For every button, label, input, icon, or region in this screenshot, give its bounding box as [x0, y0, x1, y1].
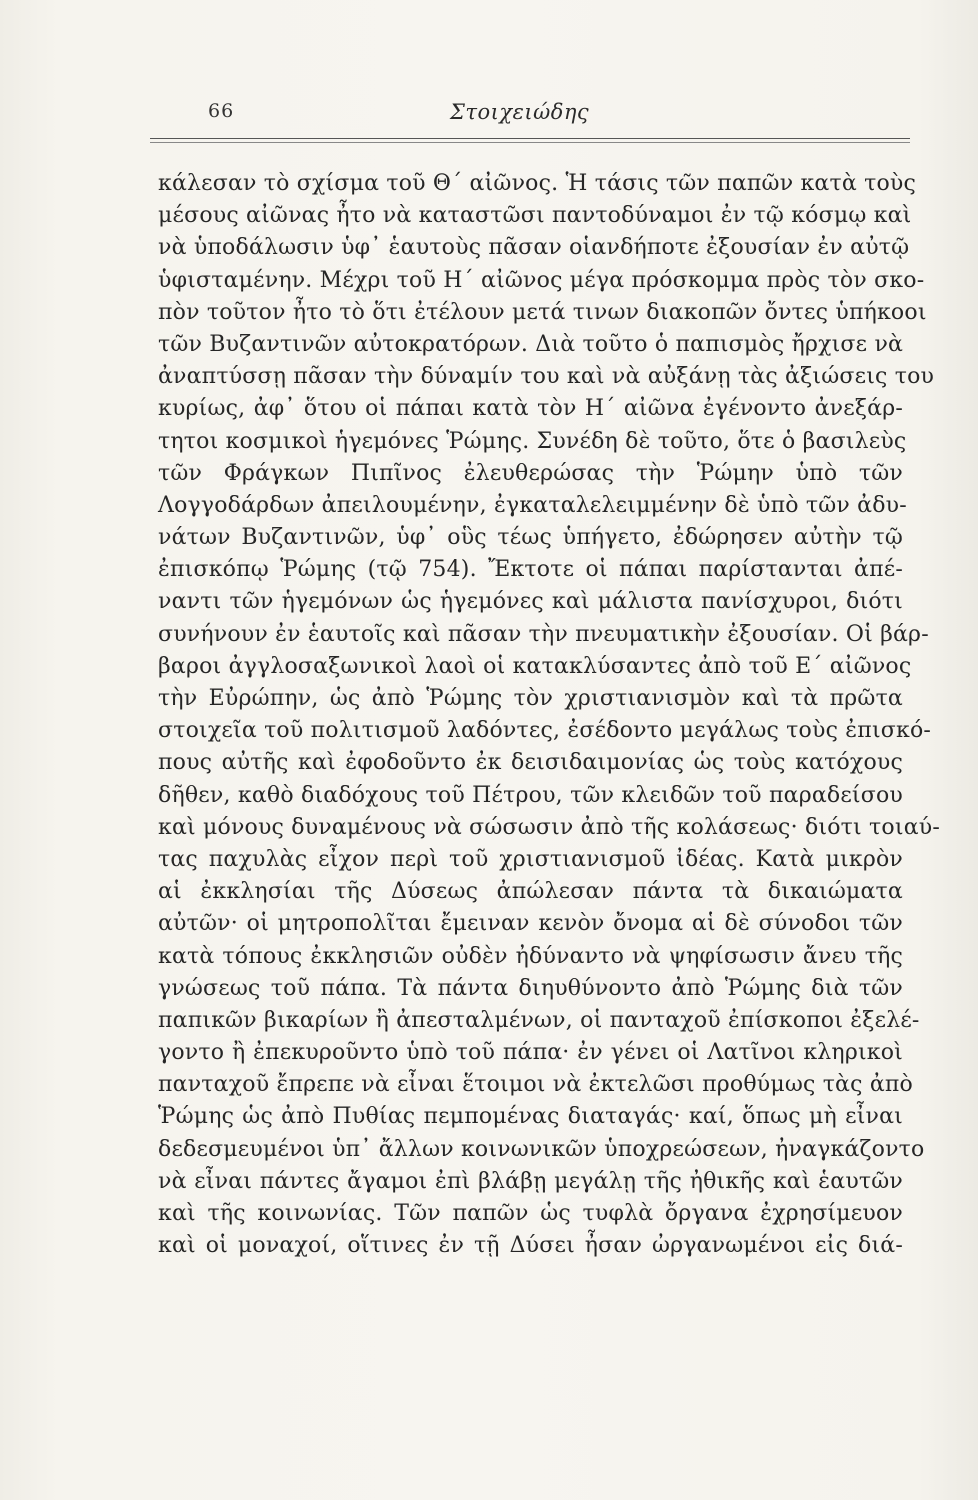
text-line: κατὰ τόπους ἐκκλησιῶν οὐδὲν ἠδύναντο νὰ ψηφίσωσιν ἄνευ τῆς	[158, 943, 903, 969]
header-rule-secondary	[150, 142, 910, 143]
text-line: ὑφισταμένην. Μέχρι τοῦ Η΄ αἰῶνος μέγα πρόσκομμα πρὸς τὸν σκο-	[158, 267, 925, 293]
text-line: τας παχυλὰς εἶχον περὶ τοῦ χριστιανισμοῦ ἰδέας. Κατὰ μικρὸν	[158, 846, 903, 872]
text-line: Ῥώμης ὡς ἀπὸ Πυθίας πεμπομένας διαταγάς· καί, ὅπως μὴ εἶναι	[158, 1104, 903, 1130]
text-line: γνώσεως τοῦ πάπα. Τὰ πάντα διηυθύνοντο ἀπὸ Ῥώμης διὰ τῶν	[158, 975, 903, 1001]
page-header	[150, 100, 910, 140]
text-line: πανταχοῦ ἔπρεπε νὰ εἶναι ἕτοιμοι νὰ ἐκτελῶσι προθύμως τὰς ἀπὸ	[158, 1072, 913, 1098]
text-line: νάτων Βυζαντινῶν, ὑφ᾽ οὓς τέως ὑπήγετο, ἐδώρησεν αὐτὴν τῷ	[158, 525, 903, 551]
text-line: αὐτῶν· οἱ μητροπολῖται ἔμειναν κενὸν ὄνομα αἱ δὲ σύνοδοι τῶν	[158, 911, 903, 937]
text-line: τὴν Εὐρώπην, ὡς ἀπὸ Ῥώμης τὸν χριστιανισμὸν καὶ τὰ πρῶτα	[158, 686, 903, 711]
text-line: τητοι κοσμικοὶ ἡγεμόνες Ῥώμης. Συνέδη δὲ τοῦτο, ὅτε ὁ βασιλεὺς	[158, 428, 907, 454]
text-line: κυρίως, ἀφ᾽ ὅτου οἱ πάπαι κατὰ τὸν Η΄ αἰῶνα ἐγένοντο ἀνεξάρ-	[158, 396, 903, 422]
text-line: αἱ ἐκκλησίαι τῆς Δύσεως ἀπώλεσαν πάντα τὰ δικαιώματα	[158, 879, 903, 905]
page-number: 66	[208, 100, 235, 122]
text-line: καὶ μόνους δυναμένους νὰ σώσωσιν ἀπὸ τῆς κολάσεως· διότι τοιαύ-	[158, 814, 940, 840]
header-rule	[150, 138, 910, 139]
text-line: τῶν Βυζαντινῶν αὐτοκρατόρων. Διὰ τοῦτο ὁ παπισμὸς ἤρχισε νὰ	[158, 331, 904, 357]
body-text	[158, 168, 940, 1262]
text-line: τῶν Φράγκων Πιπῖνος ἐλευθερώσας τὴν Ῥώμην ὑπὸ τῶν	[158, 460, 903, 486]
text-line: ἀναπτύσσῃ πᾶσαν τὴν δύναμίν του καὶ νὰ αὐξάνῃ τὰς ἀξιώσεις του	[158, 364, 935, 390]
text-line: πὸν τοῦτον ἦτο τὸ ὅτι ἐτέλουν μετά τινων διακοπῶν ὄντες ὑπήκοοι	[158, 299, 927, 325]
text-line: γοντο ἢ ἐπεκυροῦντο ὑπὸ τοῦ πάπα· ἐν γένει οἱ Λατῖνοι κληρικοὶ	[158, 1040, 903, 1066]
text-line: δῆθεν, καθὸ διαδόχους τοῦ Πέτρου, τῶν κλειδῶν τοῦ παραδείσου	[158, 782, 903, 808]
text-line: βαροι ἀγγλοσαξωνικοὶ λαοὶ οἱ κατακλύσαντες ἀπὸ τοῦ Ε΄ αἰῶνος	[158, 653, 912, 679]
text-line: καὶ τῆς κοινωνίας. Τῶν παπῶν ὡς τυφλὰ ὄργανα ἐχρησίμευον	[158, 1201, 903, 1226]
text-line: πους αὐτῆς καὶ ἐφοδοῦντο ἐκ δεισιδαιμονίας ὡς τοὺς κατόχους	[158, 750, 903, 776]
text-line: κάλεσαν τὸ σχίσμα τοῦ Θ΄ αἰῶνος. Ἡ τάσις τῶν παπῶν κατὰ τοὺς	[158, 171, 917, 196]
text-line: παπικῶν βικαρίων ἢ ἀπεσταλμένων, οἱ πανταχοῦ ἐπίσκοποι ἐξελέ-	[158, 1007, 920, 1033]
text-line: ἐπισκόπῳ Ῥώμης (τῷ 754). Ἔκτοτε οἱ πάπαι παρίστανται ἀπέ-	[158, 557, 903, 583]
text-line: ναντι τῶν ἡγεμόνων ὡς ἡγεμόνες καὶ μάλιστα πανίσχυροι, διότι	[158, 589, 903, 615]
text-line: δεδεσμευμένοι ὑπ᾽ ἄλλων κοινωνικῶν ὑποχρεώσεων, ἠναγκάζοντο	[158, 1136, 925, 1162]
running-title: Στοιχειώδης	[450, 100, 590, 124]
text-line: νὰ ὑποδάλωσιν ὑφ᾽ ἑαυτοὺς πᾶσαν οἱανδήποτε ἐξουσίαν ἐν αὐτῷ	[158, 235, 910, 261]
text-line: μέσους αἰῶνας ἦτο νὰ καταστῶσι παντοδύναμοι ἐν τῷ κόσμῳ καὶ	[158, 203, 912, 229]
text-line: καὶ οἱ μοναχοί, οἵτινες ἐν τῇ Δύσει ἦσαν ὠργανωμένοι εἰς διά-	[158, 1233, 903, 1259]
text-line: Λογγοδάρδων ἀπειλουμένην, ἐγκαταλελειμμένην δὲ ὑπὸ τῶν ἀδυ-	[158, 492, 907, 518]
text-line: συνήνουν ἐν ἑαυτοῖς καὶ πᾶσαν τὴν πνευματικὴν ἐξουσίαν. Οἱ βάρ-	[158, 621, 929, 647]
text-line: νὰ εἶναι πάντες ἄγαμοι ἐπὶ βλάβῃ μεγάλῃ τῆς ἠθικῆς καὶ ἑαυτῶν	[158, 1168, 903, 1194]
text-line: στοιχεῖα τοῦ πολιτισμοῦ λαδόντες, ἐσέδοντο μεγάλως τοὺς ἐπισκό-	[158, 718, 932, 744]
